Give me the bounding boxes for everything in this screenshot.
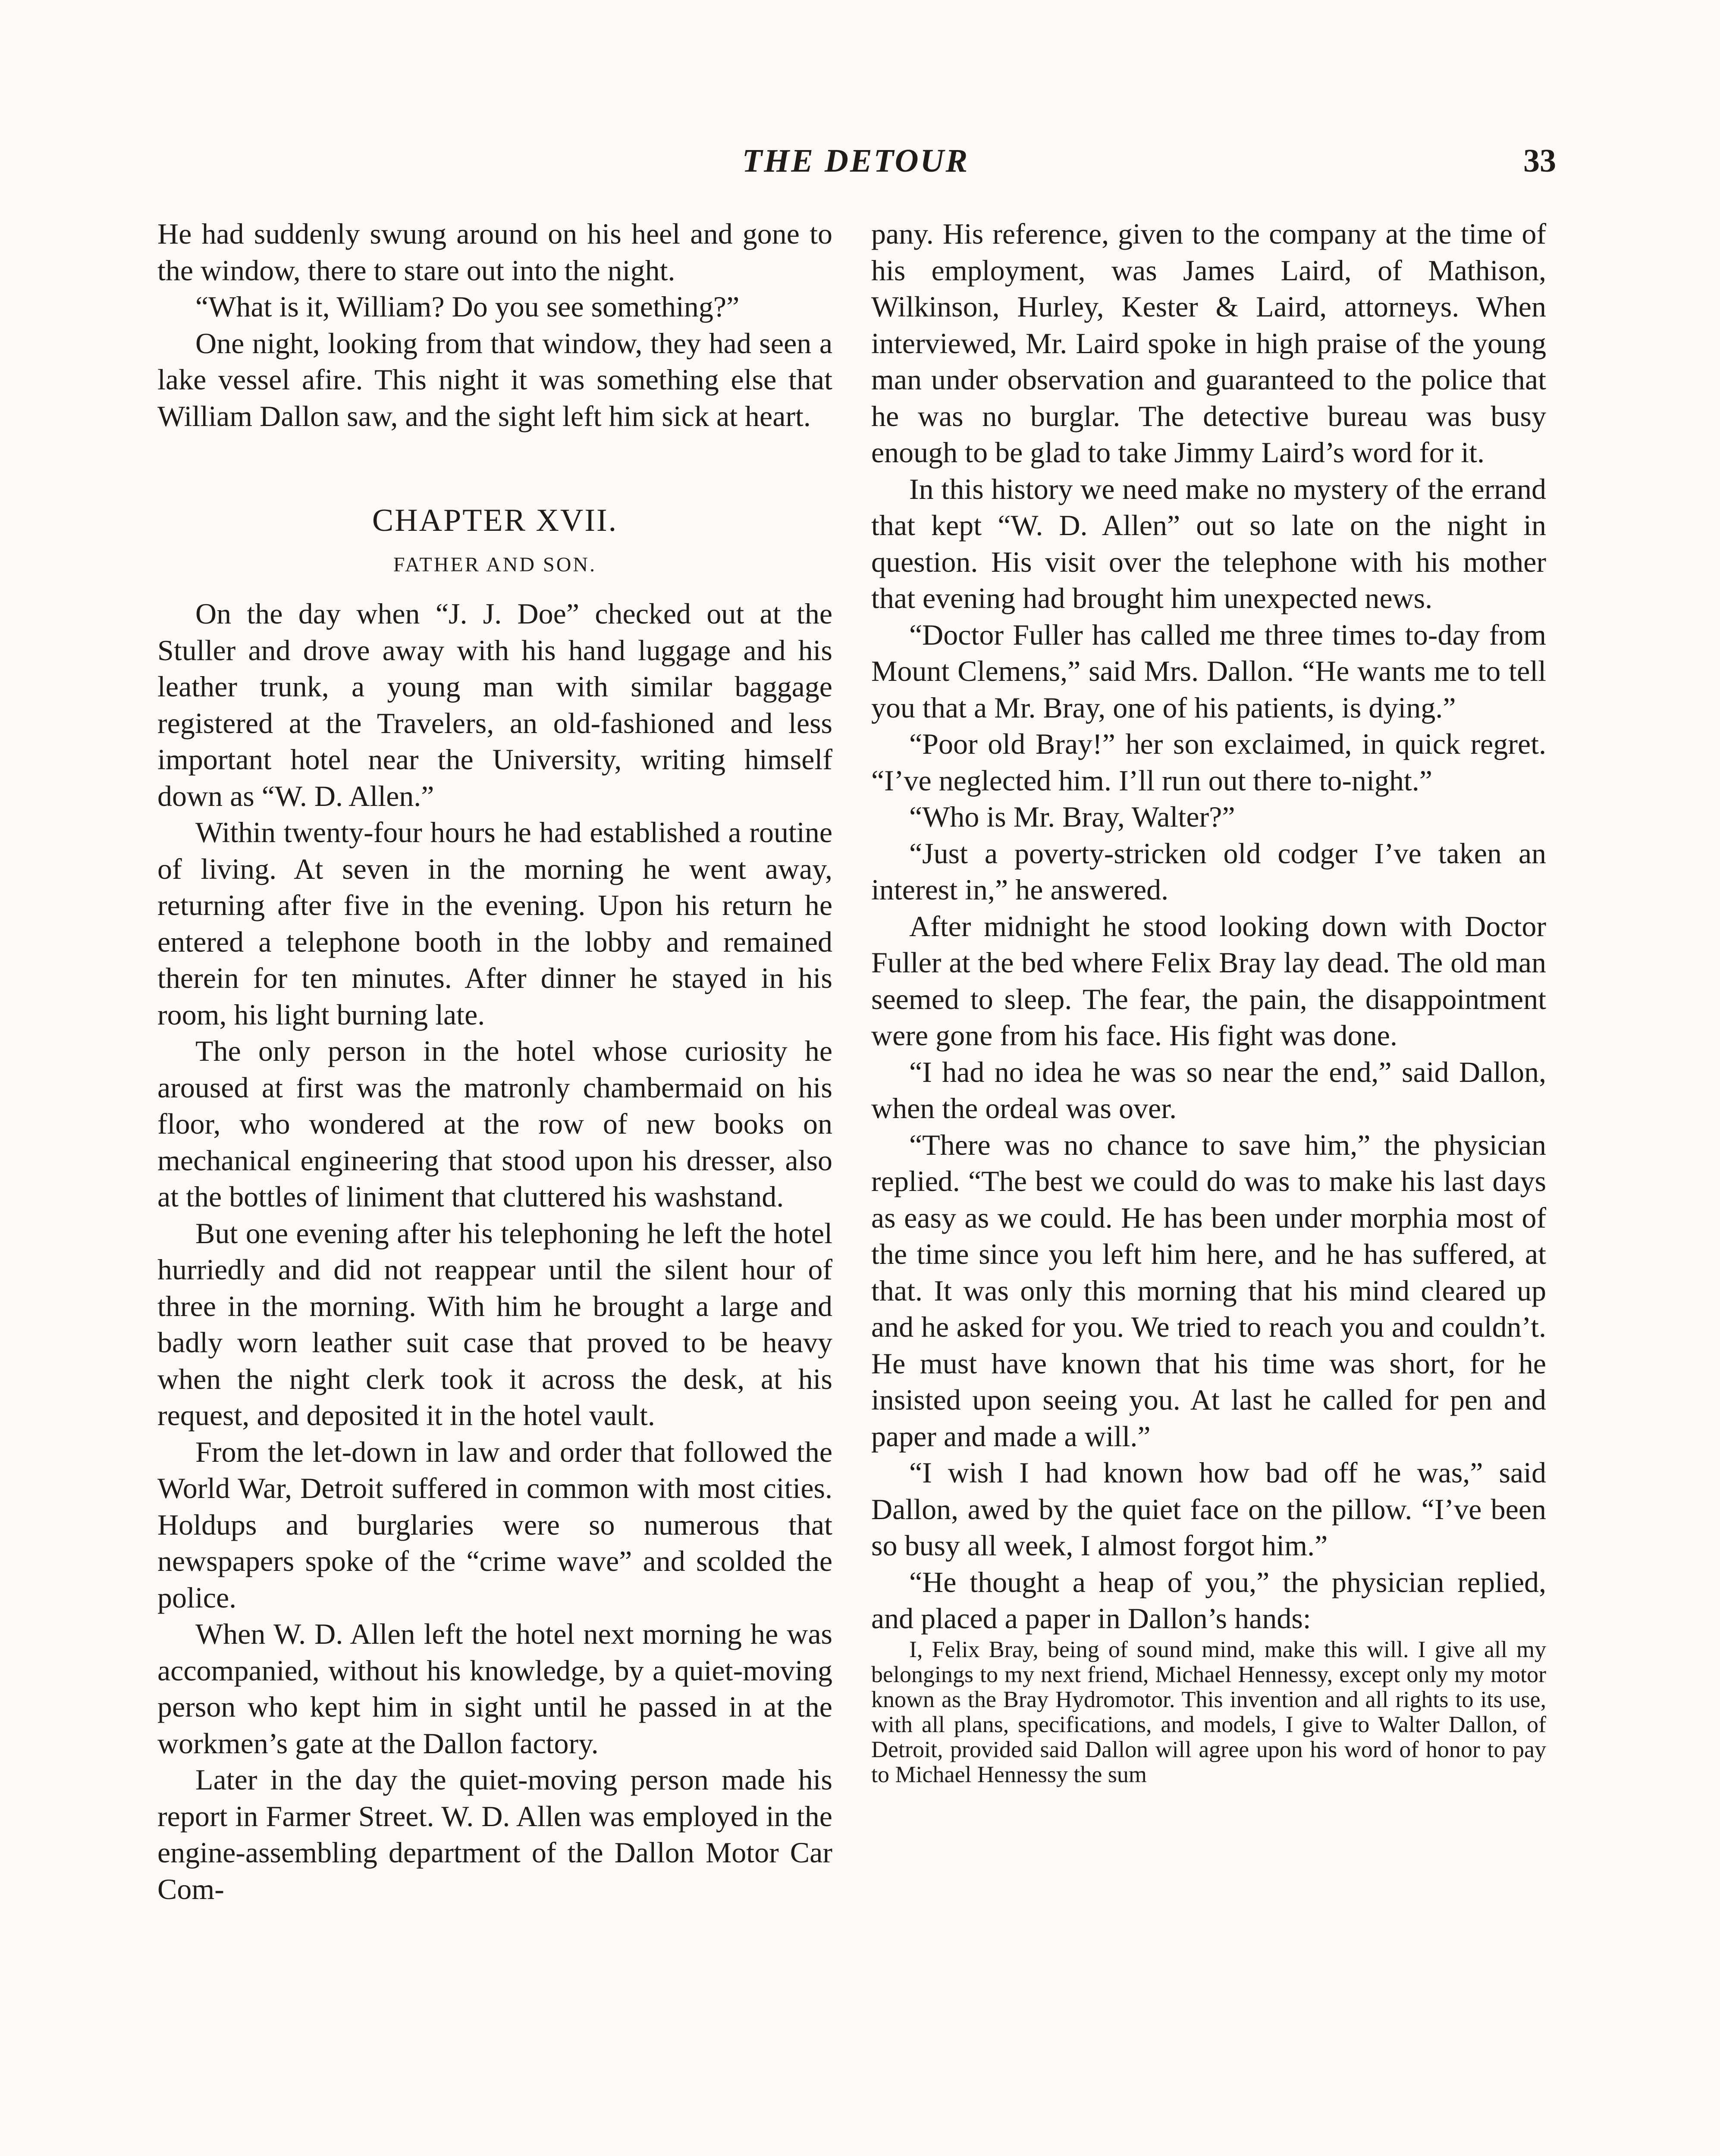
chapter-title: CHAPTER XVII. xyxy=(372,503,618,538)
running-title: THE DETOUR xyxy=(742,143,970,179)
paragraph: “Doctor Fuller has called me three times to-day from Mount Clemens,” said Mrs. Dallon. “He wants me to tell you that a Mr. Bray, one of his patients, is dying.” xyxy=(871,618,1546,724)
paragraph: From the let-down in law and order that followed the World War, Detroit suffered in common with most cities. Holdups and burglaries were so numerous that newspapers spoke of the “crime wave” and scolded the police. xyxy=(157,1435,832,1614)
paragraph: pany. His reference, given to the company at the time of his employment, was James Laird, of Mathison, Wilkinson, Hurley, Kester & Laird, attorneys. When interviewed, Mr. Laird spoke in high praise of the young man under observation and guaranteed to the police that he was no burglar. The detective bureau was busy enough to be glad to take Jimmy Laird’s word for it. xyxy=(871,217,1546,469)
paragraph: Later in the day the quiet-moving person made his report in Farmer Street. W. D. Allen was employed in the engine-assembling department of the Dallon Motor Car Com- xyxy=(157,1763,832,1905)
paragraph: “I had no idea he was so near the end,” said Dallon, when the ordeal was over. xyxy=(871,1055,1546,1125)
paragraph: “Poor old Bray!” her son exclaimed, in quick regret. “I’ve neglected him. I’ll run out there to-night.” xyxy=(871,727,1546,797)
right-column xyxy=(871,216,1546,1787)
paragraph: On the day when “J. J. Doe” checked out at the Stuller and drove away with his hand luggage and his leather trunk, a young man with similar baggage registered at the Travelers, an old-fashioned and less important hotel near the University, writing himself down as “W. D. Allen.” xyxy=(157,597,832,812)
paragraph: In this history we need make no mystery of the errand that kept “W. D. Allen” out so late on the night in question. His visit over the telephone with his mother that evening had brought him unexpected news. xyxy=(871,472,1546,614)
chapter-subtitle: FATHER AND SON. xyxy=(393,553,597,576)
paragraph: “There was no chance to save him,” the physician replied. “The best we could do was to make his last days as easy as we could. He has been under morphia most of the time since you left him here, and he has suffered, at that. It was only this morning that his mind cleared up and he asked for you. We tried to reach you and couldn’t. He must have known that his time was short, for he insisted upon seeing you. At last he called for pen and paper and made a will.” xyxy=(871,1128,1546,1453)
left-column xyxy=(157,216,832,1907)
paragraph: But one evening after his telephoning he left the hotel hurriedly and did not reappear until the silent hour of three in the morning. With him he brought a large and badly worn leather suit case that proved to be heavy when the night clerk took it across the desk, at his request, and deposited it in the hotel vault. xyxy=(157,1216,832,1432)
paragraph: After midnight he stood looking down with Doctor Fuller at the bed where Felix Bray lay dead. The old man seemed to sleep. The fear, the pain, the disappointment were gone from his face. His fight was done. xyxy=(871,909,1546,1052)
paragraph: “Just a poverty-stricken old codger I’ve taken an interest in,” he answered. xyxy=(871,837,1546,906)
paragraph: He had suddenly swung around on his heel and gone to the window, there to stare out into the night. xyxy=(157,217,832,287)
paragraph: Within twenty-four hours he had established a routine of living. At seven in the morning he went away, returning after five in the evening. Upon his return he entered a telephone booth in the lobby and remained therein for ten minutes. After dinner he stayed in his room, his light burning late. xyxy=(157,816,832,1031)
will-quote: I, Felix Bray, being of sound mind, make this will. I give all my belongings to my next friend, Michael Hennessy, except only my motor known as the Bray Hydromotor. This invention and all rights to its use, with all plans, specifications, and models, I give to Walter Dallon, of Detroit, provided said Dallon will agree upon his word of honor to pay to Michael Hennessy the sum xyxy=(871,1636,1546,1787)
running-head xyxy=(155,137,1556,185)
paragraph: “What is it, William? Do you see something?” xyxy=(195,290,740,323)
paragraph: “Who is Mr. Bray, Walter?” xyxy=(909,800,1235,833)
paragraph: The only person in the hotel whose curiosity he aroused at first was the matronly chambermaid on his floor, who wondered at the row of new books on mechanical engineering that stood upon his dresser, also at the bottles of liniment that cluttered his washstand. xyxy=(157,1034,832,1213)
paragraph: When W. D. Allen left the hotel next morning he was accompanied, without his knowledge, by a quiet-moving person who kept him in sight until he passed in at the workmen’s gate at the Dallon factory. xyxy=(157,1617,832,1760)
page-number: 33 xyxy=(1523,143,1556,179)
paragraph: One night, looking from that window, they had seen a lake vessel afire. This night it was something else that William Dallon saw, and the sight left him sick at heart. xyxy=(157,326,832,432)
paragraph: “I wish I had known how bad off he was,” said Dallon, awed by the quiet face on the pillow. “I’ve been so busy all week, I almost forgot him.” xyxy=(871,1456,1546,1562)
paragraph: “He thought a heap of you,” the physician replied, and placed a paper in Dallon’s hands: xyxy=(871,1565,1546,1635)
